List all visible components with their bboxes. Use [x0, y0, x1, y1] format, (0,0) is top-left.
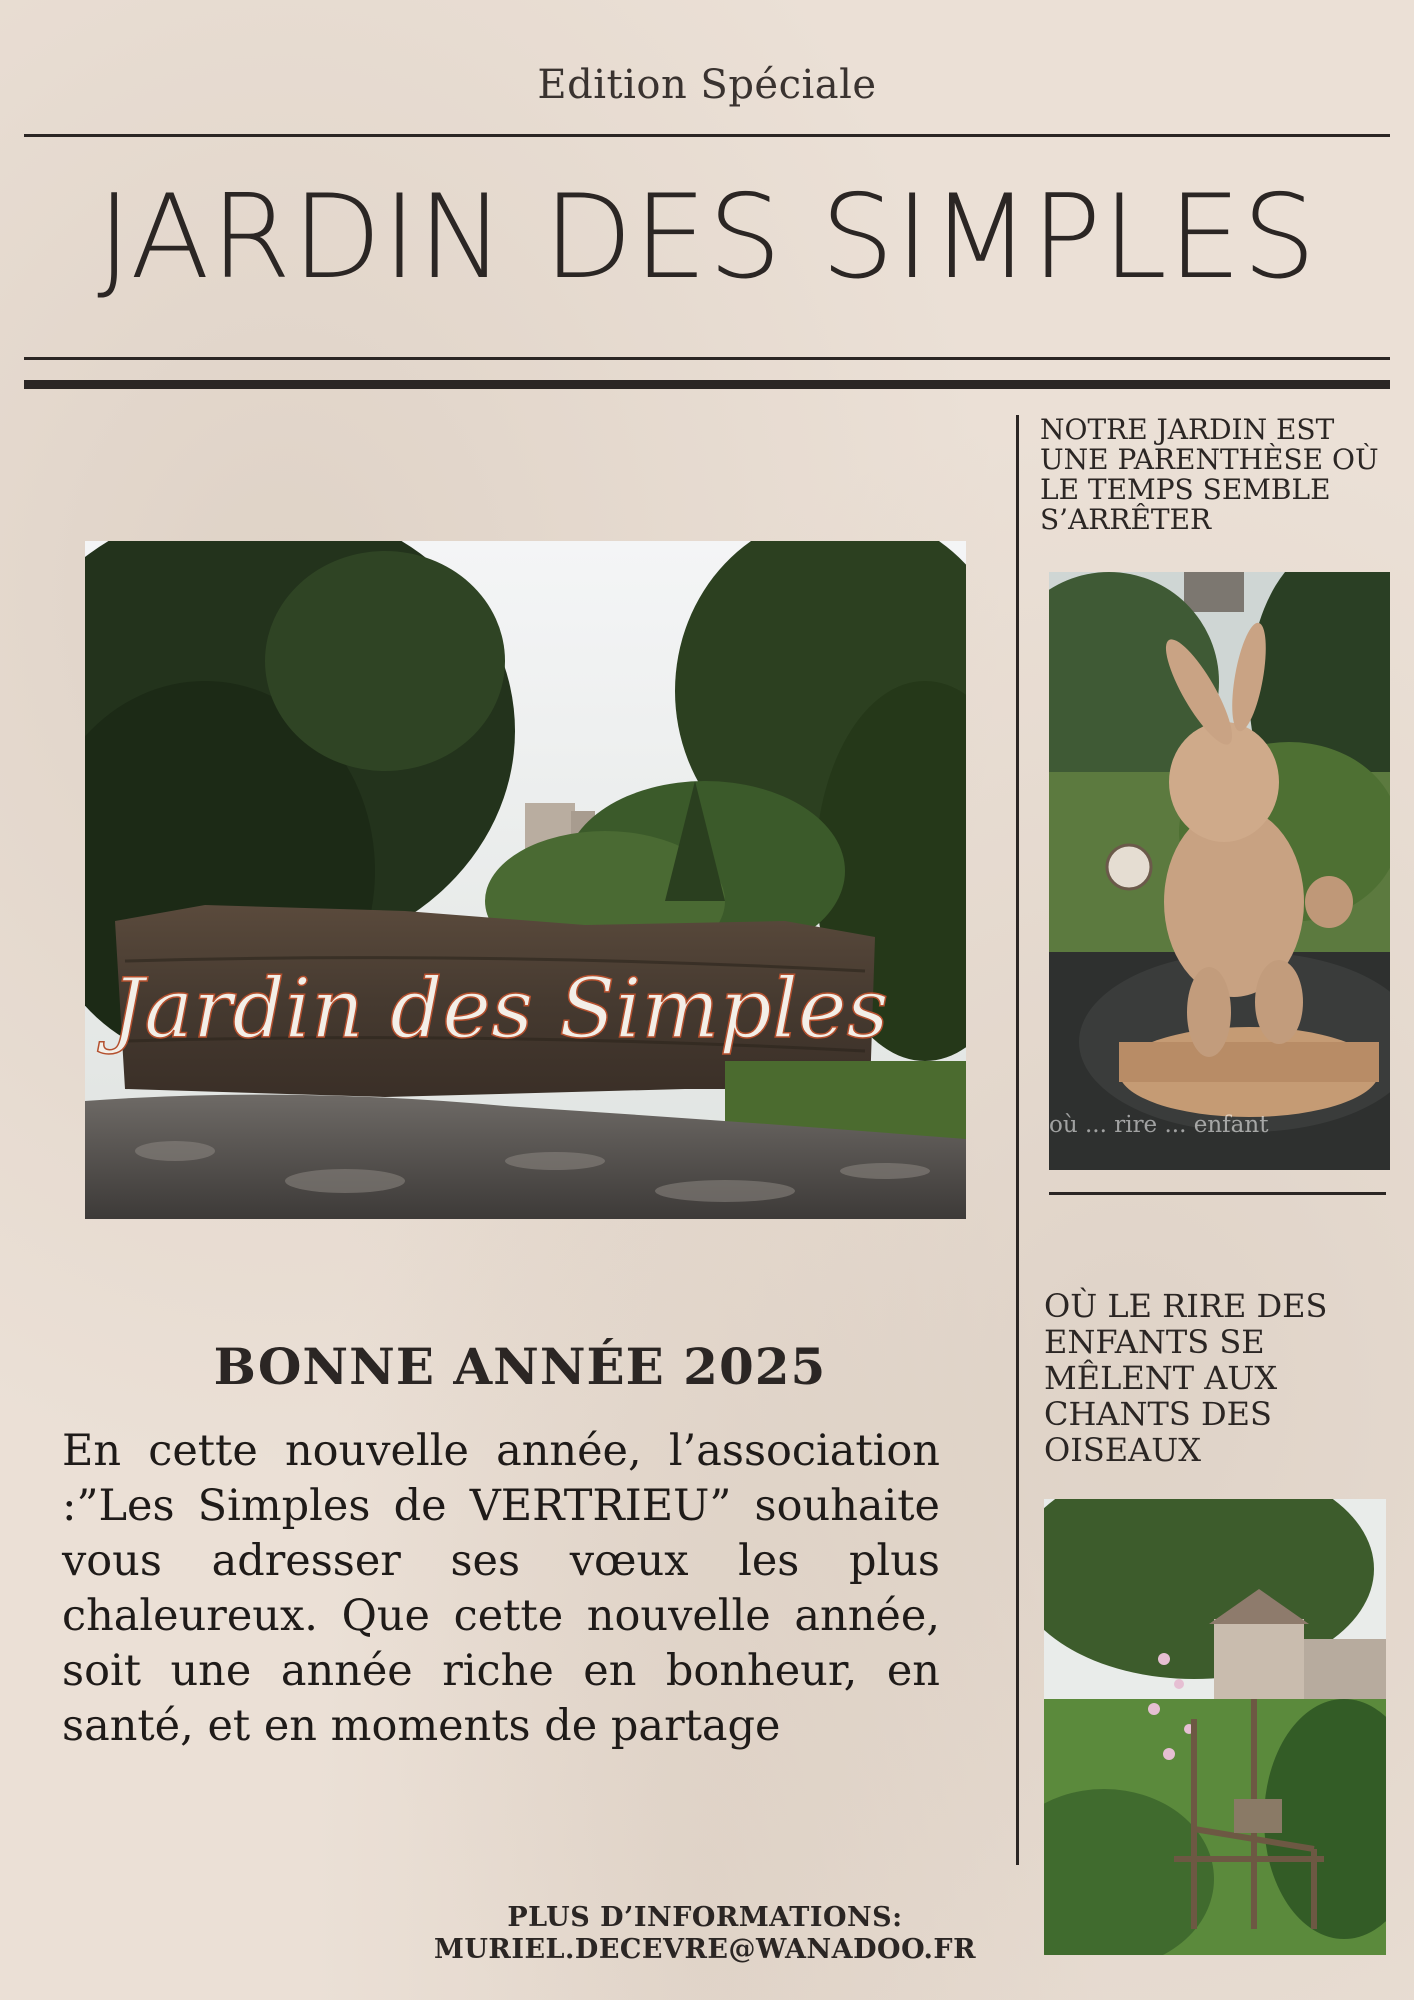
sidebar-photo-rabbit	[1049, 572, 1390, 1170]
sidebar-quote-bottom: OÙ LE RIRE DES ENFANTS SE MÊLENT AUX CHANTS DES OISEAUX	[1044, 1287, 1328, 1469]
column-divider	[1016, 415, 1019, 1865]
article-body: En cette nouvelle année, l’association :”Les Simples de VERTRIEU” souhaite vous adresser ses vœux les plus chaleureux. Que cette nouvelle année, soit une année riche en bonheur, en santé, et en moments de partage	[62, 1426, 940, 1751]
header-rule-thick	[24, 380, 1390, 389]
rabbit-sculpture-photo	[1049, 572, 1390, 1170]
header-rule-top	[24, 134, 1390, 137]
contact-email: MURIEL.DECEVRE@WANADOO.FR	[433, 1934, 977, 1965]
sidebar-divider	[1049, 1192, 1386, 1195]
contact-info	[380, 1902, 1030, 1966]
sign-lettering: Jardin des Simples	[111, 962, 889, 1057]
header-rule-thin	[24, 357, 1390, 360]
masthead-title: JARDIN DES SIMPLES	[97, 170, 1317, 305]
sidebar-photo-garden	[1044, 1499, 1386, 1955]
sidebar-quote-top: NOTRE JARDIN EST UNE PARENTHÈSE OÙ LE TEMPS SEMBLE S’ARRÊTER	[1040, 413, 1379, 536]
photo-caption-overlay: où ... rire ... enfant	[1049, 1112, 1269, 1138]
contact-label: PLUS D’INFORMATIONS:	[507, 1902, 903, 1933]
garden-sign-photo	[85, 541, 966, 1219]
garden-chair-photo	[1044, 1499, 1386, 1955]
edition-label: Edition Spéciale	[537, 62, 877, 108]
main-photo	[85, 541, 966, 1219]
article-headline: BONNE ANNÉE 2025	[213, 1337, 827, 1396]
